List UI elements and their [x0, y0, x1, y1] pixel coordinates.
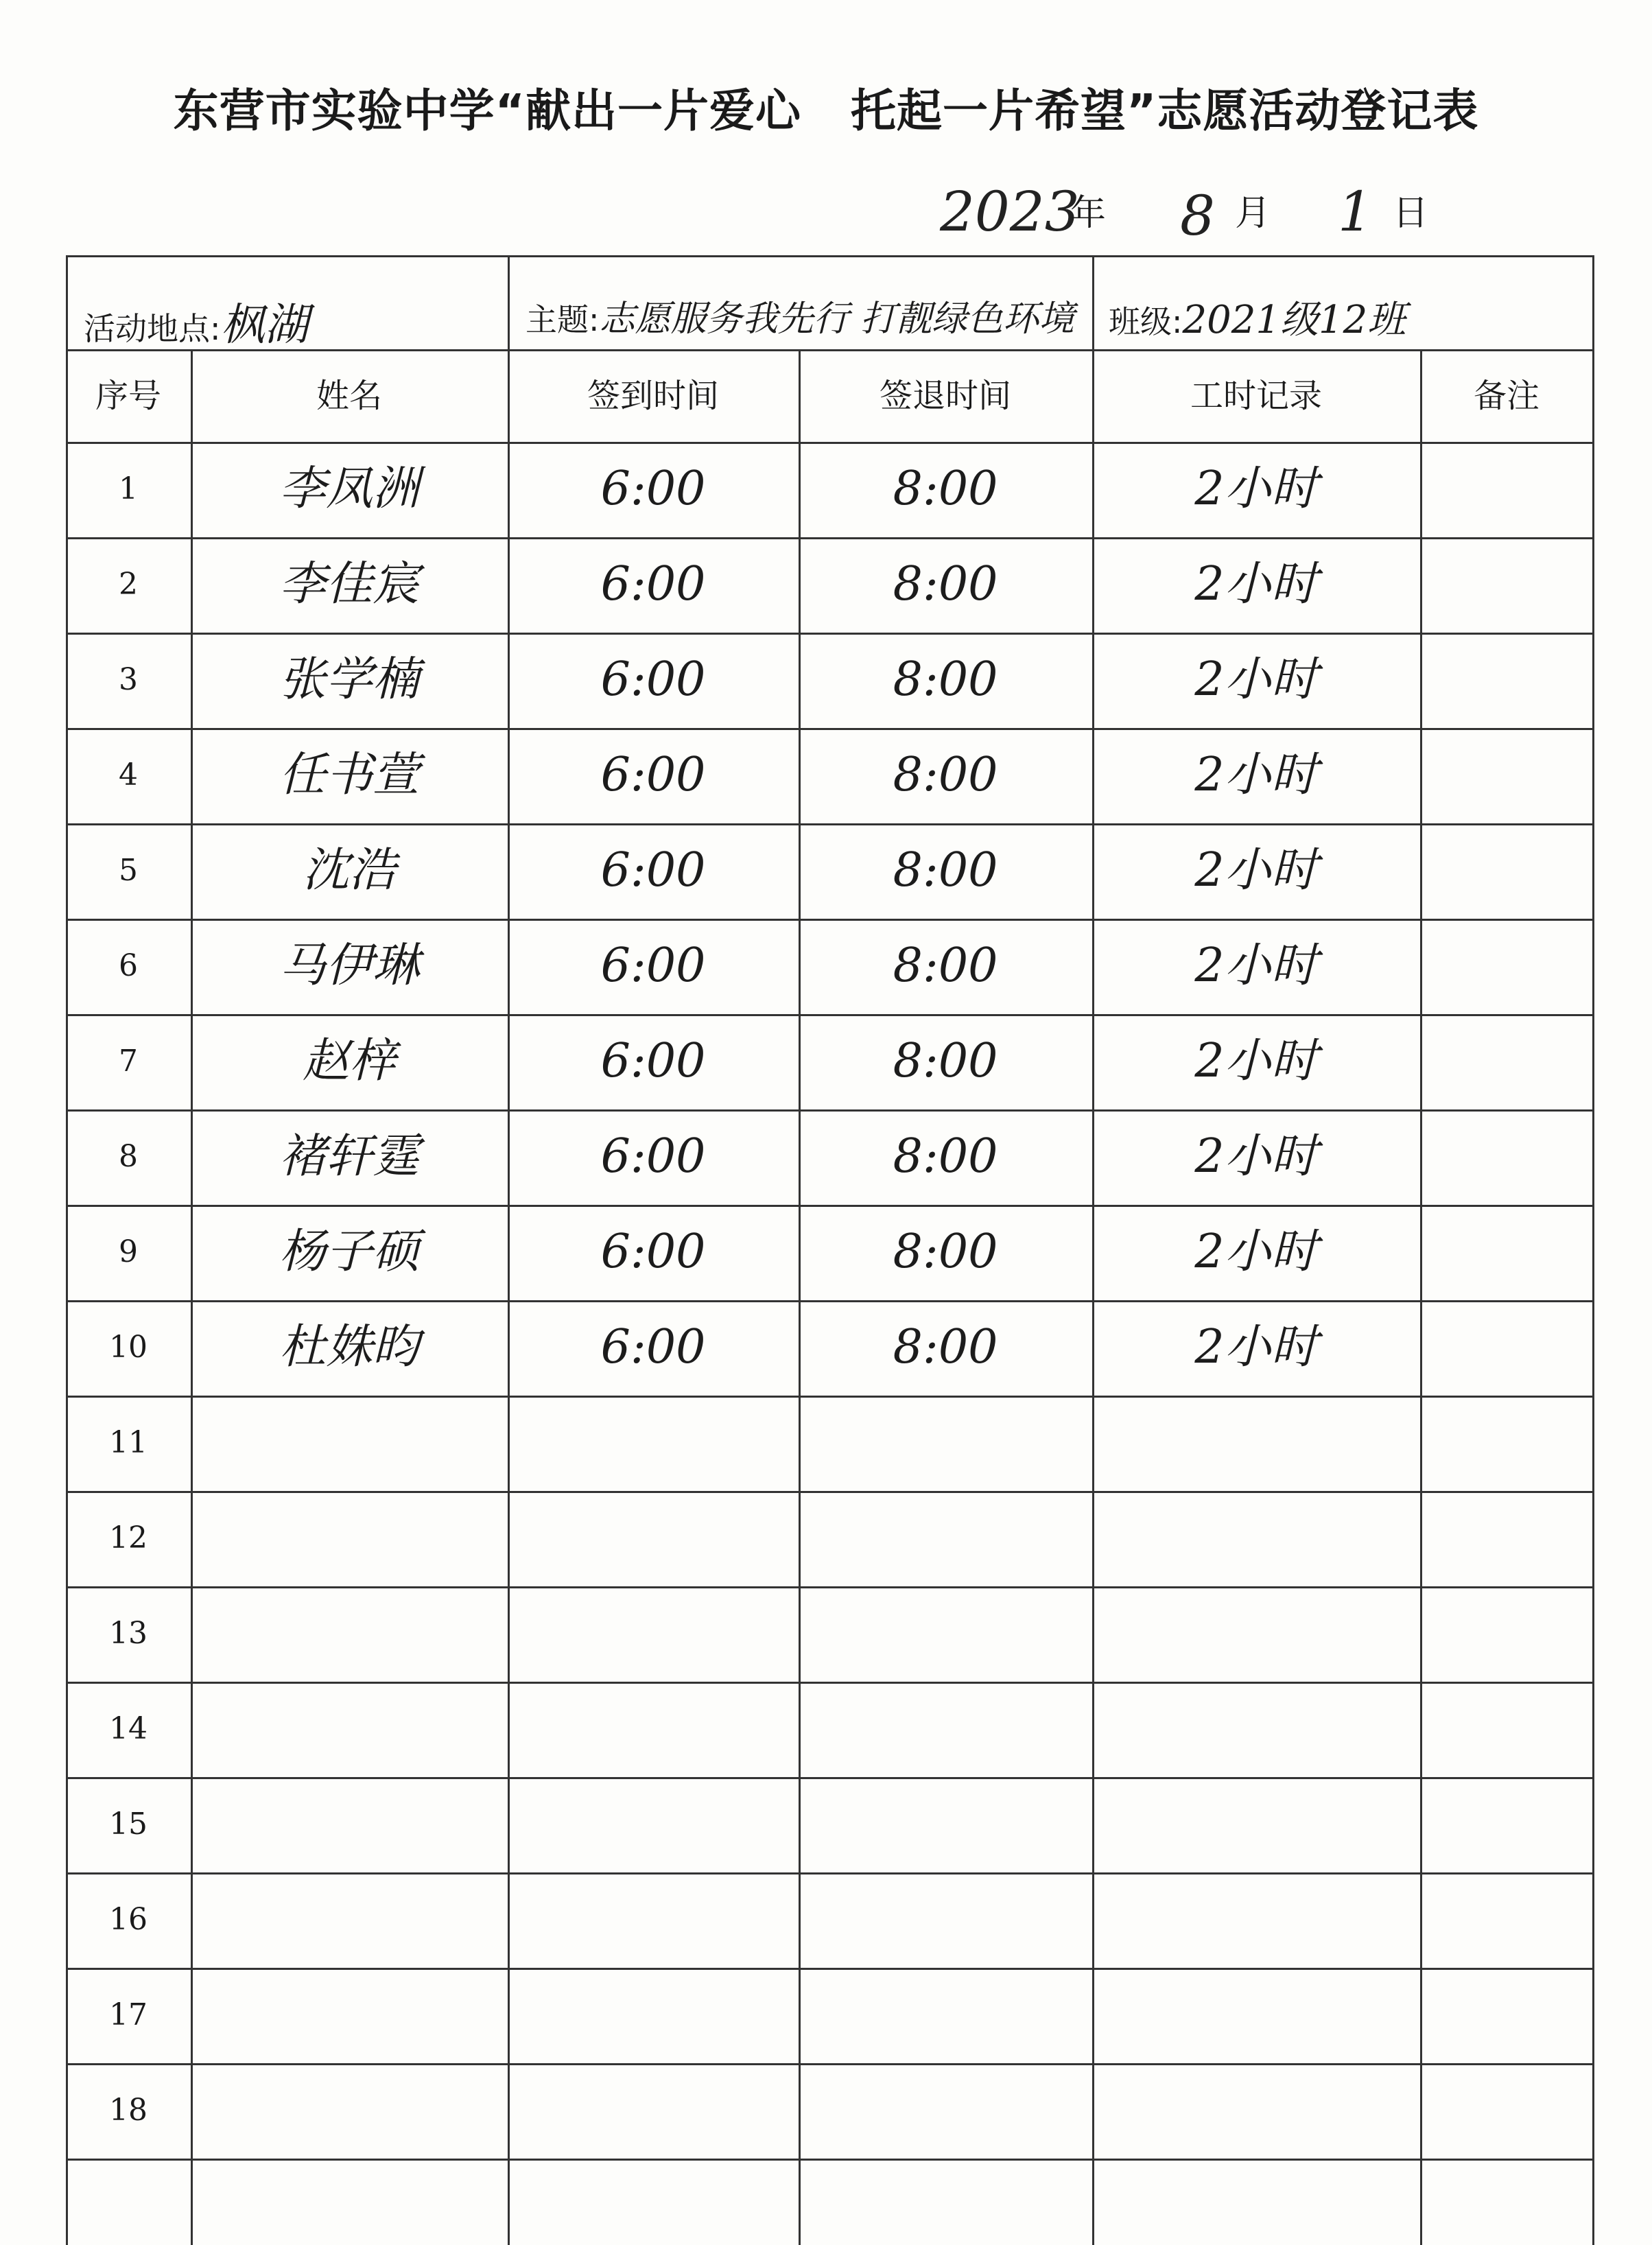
table-row: [66, 728, 1594, 822]
row-note: [1420, 728, 1593, 822]
table-row: [66, 1872, 1594, 1966]
row-number: 17: [109, 1997, 148, 2032]
row-hours: 2小时: [1194, 1320, 1318, 1374]
row-hours: 2小时: [1194, 748, 1318, 802]
table-row: [66, 1682, 1594, 1776]
row-name: [191, 1396, 508, 1490]
col-header-hours: 工时记录: [1190, 377, 1322, 415]
row-checkin-time: 6:00: [600, 1129, 706, 1184]
row-note: [1420, 1396, 1593, 1490]
row-number: 1: [119, 471, 138, 506]
row-checkin-time: [508, 2063, 799, 2157]
row-checkout-time: [799, 1968, 1092, 2062]
row-number: 4: [119, 757, 138, 792]
row-name: 赵梓: [302, 1034, 396, 1088]
row-checkin-time: [508, 1682, 799, 1776]
row-number: 16: [109, 1902, 148, 1937]
row-checkout-time: [799, 1682, 1092, 1776]
row-checkout-time: [799, 1491, 1092, 1585]
table-row: [66, 1300, 1594, 1394]
row-checkout-time: 8:00: [893, 748, 998, 802]
row-number: 13: [109, 1616, 148, 1651]
class-value: 2021级12班: [1182, 298, 1406, 342]
row-hours: 2小时: [1194, 462, 1318, 516]
row-checkin-time: [508, 1396, 799, 1490]
row-checkout-time: [799, 2063, 1092, 2157]
row-note: [1420, 1205, 1593, 1299]
class-label: 班级:: [1109, 303, 1183, 340]
row-hours: [1092, 1682, 1420, 1776]
row-note: [1420, 919, 1593, 1013]
row-note: [1420, 1777, 1593, 1871]
row-name: [191, 1586, 508, 1680]
row-checkout-time: 8:00: [893, 1320, 998, 1374]
row-number: 9: [119, 1234, 138, 1269]
row-name: [191, 1777, 508, 1871]
row-checkin-time: 6:00: [600, 653, 706, 707]
row-hours: [1092, 1777, 1420, 1871]
col-header-note: 备注: [1473, 377, 1539, 415]
row-hours: 2小时: [1194, 653, 1318, 707]
row-number: 18: [109, 2093, 148, 2128]
row-note: [1420, 1872, 1593, 1966]
theme-label: 主题:: [526, 301, 600, 338]
row-name: [191, 1872, 508, 1966]
registration-table: [66, 255, 1594, 2245]
col-header-checkout: 签退时间: [879, 377, 1011, 415]
row-checkout-time: 8:00: [893, 843, 998, 897]
row-note: [1420, 537, 1593, 631]
date-day: 1: [1338, 180, 1373, 244]
date-month: 8: [1180, 184, 1215, 248]
row-note: [1420, 1014, 1593, 1108]
row-hours: 2小时: [1194, 1034, 1318, 1088]
row-checkin-time: 6:00: [600, 557, 706, 611]
row-name: [191, 1968, 508, 2062]
row-checkin-time: [508, 1968, 799, 2062]
row-hours: 2小时: [1194, 843, 1318, 897]
row-checkout-time: 8:00: [893, 939, 998, 993]
row-checkout-time: 8:00: [893, 557, 998, 611]
row-number: 6: [119, 948, 138, 983]
row-hours: 2小时: [1194, 557, 1318, 611]
row-checkin-time: 6:00: [600, 939, 706, 993]
row-hours: [1092, 2063, 1420, 2157]
row-name: 李凤洲: [279, 462, 419, 516]
form-title: 东营市实验中学“献出一片爱心 托起一片希望”志愿活动登记表: [173, 84, 1479, 137]
row-number: 5: [119, 853, 138, 888]
row-checkin-time: 6:00: [600, 843, 706, 897]
date-year: 2023: [940, 180, 1080, 244]
row-checkin-time: 6:00: [600, 748, 706, 802]
row-hours: [1092, 1396, 1420, 1490]
row-checkin-time: [508, 1872, 799, 1966]
row-hours: [1092, 1586, 1420, 1680]
table-row: [66, 1968, 1594, 2062]
row-checkout-time: [799, 1777, 1092, 1871]
row-divider: [66, 2159, 1594, 2161]
row-note: [1420, 1682, 1593, 1776]
table-row: [66, 1396, 1594, 1490]
date-day-label: 日: [1393, 193, 1429, 234]
table-row: [66, 919, 1594, 1013]
row-note: [1420, 1109, 1593, 1203]
table-row: [66, 1491, 1594, 1585]
theme-value: 志愿服务我先行 打靓绿色环境: [599, 298, 1075, 340]
row-checkin-time: 6:00: [600, 1225, 706, 1279]
table-row: [66, 1586, 1594, 1680]
row-note: [1420, 823, 1593, 917]
row-name: 马伊琳: [279, 939, 419, 993]
date-year-label: 年: [1070, 193, 1107, 234]
row-name: 杨子硕: [279, 1225, 419, 1279]
row-name: [191, 2063, 508, 2157]
row-number: 14: [109, 1711, 148, 1746]
row-checkout-time: [799, 1586, 1092, 1680]
row-note: [1420, 2063, 1593, 2157]
row-name: [191, 1682, 508, 1776]
col-header-no: 序号: [95, 377, 161, 415]
location-label: 活动地点:: [84, 310, 221, 347]
row-hours: 2小时: [1194, 1129, 1318, 1184]
row-checkin-time: 6:00: [600, 1320, 706, 1374]
row-name: 张学楠: [279, 653, 419, 707]
table-row: [66, 633, 1594, 727]
row-note: [1420, 1300, 1593, 1394]
row-checkout-time: [799, 1872, 1092, 1966]
date-line: [940, 180, 1448, 255]
row-checkin-time: [508, 1777, 799, 1871]
row-number: 12: [109, 1520, 148, 1555]
row-number: 15: [109, 1807, 148, 1842]
table-row: [66, 1777, 1594, 1871]
row-name: 褚轩霆: [279, 1129, 419, 1184]
row-name: [191, 1491, 508, 1585]
row-name: 杜姝昀: [279, 1320, 419, 1374]
row-name: 任书萱: [279, 748, 419, 802]
table-row: [66, 823, 1594, 917]
row-hours: 2小时: [1194, 1225, 1318, 1279]
table-row: [66, 1014, 1594, 1108]
row-note: [1420, 1491, 1593, 1585]
row-hours: [1092, 1491, 1420, 1585]
row-checkin-time: [508, 1586, 799, 1680]
table-row: [66, 442, 1594, 536]
row-number: 3: [119, 662, 138, 697]
row-name: 沈浩: [302, 843, 396, 897]
row-checkout-time: 8:00: [893, 1225, 998, 1279]
row-hours: [1092, 1872, 1420, 1966]
row-hours: 2小时: [1194, 939, 1318, 993]
row-number: 7: [119, 1044, 138, 1079]
location-field: [84, 290, 309, 353]
row-note: [1420, 1586, 1593, 1680]
row-note: [1420, 633, 1593, 727]
table-row: [66, 2063, 1594, 2157]
row-number: 11: [109, 1425, 148, 1460]
row-name: 李佳宸: [279, 557, 419, 611]
row-checkin-time: [508, 1491, 799, 1585]
row-checkin-time: 6:00: [600, 1034, 706, 1088]
row-checkout-time: [799, 1396, 1092, 1490]
table-row: [66, 537, 1594, 631]
theme-field: [526, 290, 1074, 341]
col-header-checkin: 签到时间: [587, 377, 719, 415]
row-checkout-time: 8:00: [893, 462, 998, 516]
row-number: 2: [119, 567, 138, 602]
row-checkin-time: 6:00: [600, 462, 706, 516]
row-checkout-time: 8:00: [893, 1034, 998, 1088]
table-row: [66, 1109, 1594, 1203]
row-checkout-time: 8:00: [893, 653, 998, 707]
row-hours: [1092, 1968, 1420, 2062]
row-checkout-time: 8:00: [893, 1129, 998, 1184]
col-header-name: 姓名: [316, 377, 382, 415]
row-note: [1420, 442, 1593, 536]
table-row: [66, 1205, 1594, 1299]
class-field: [1109, 290, 1406, 344]
location-value: 枫湖: [220, 300, 309, 351]
row-note: [1420, 1968, 1593, 2062]
row-number: 10: [109, 1330, 148, 1365]
row-number: 8: [119, 1139, 138, 1174]
date-month-label: 月: [1235, 193, 1271, 234]
